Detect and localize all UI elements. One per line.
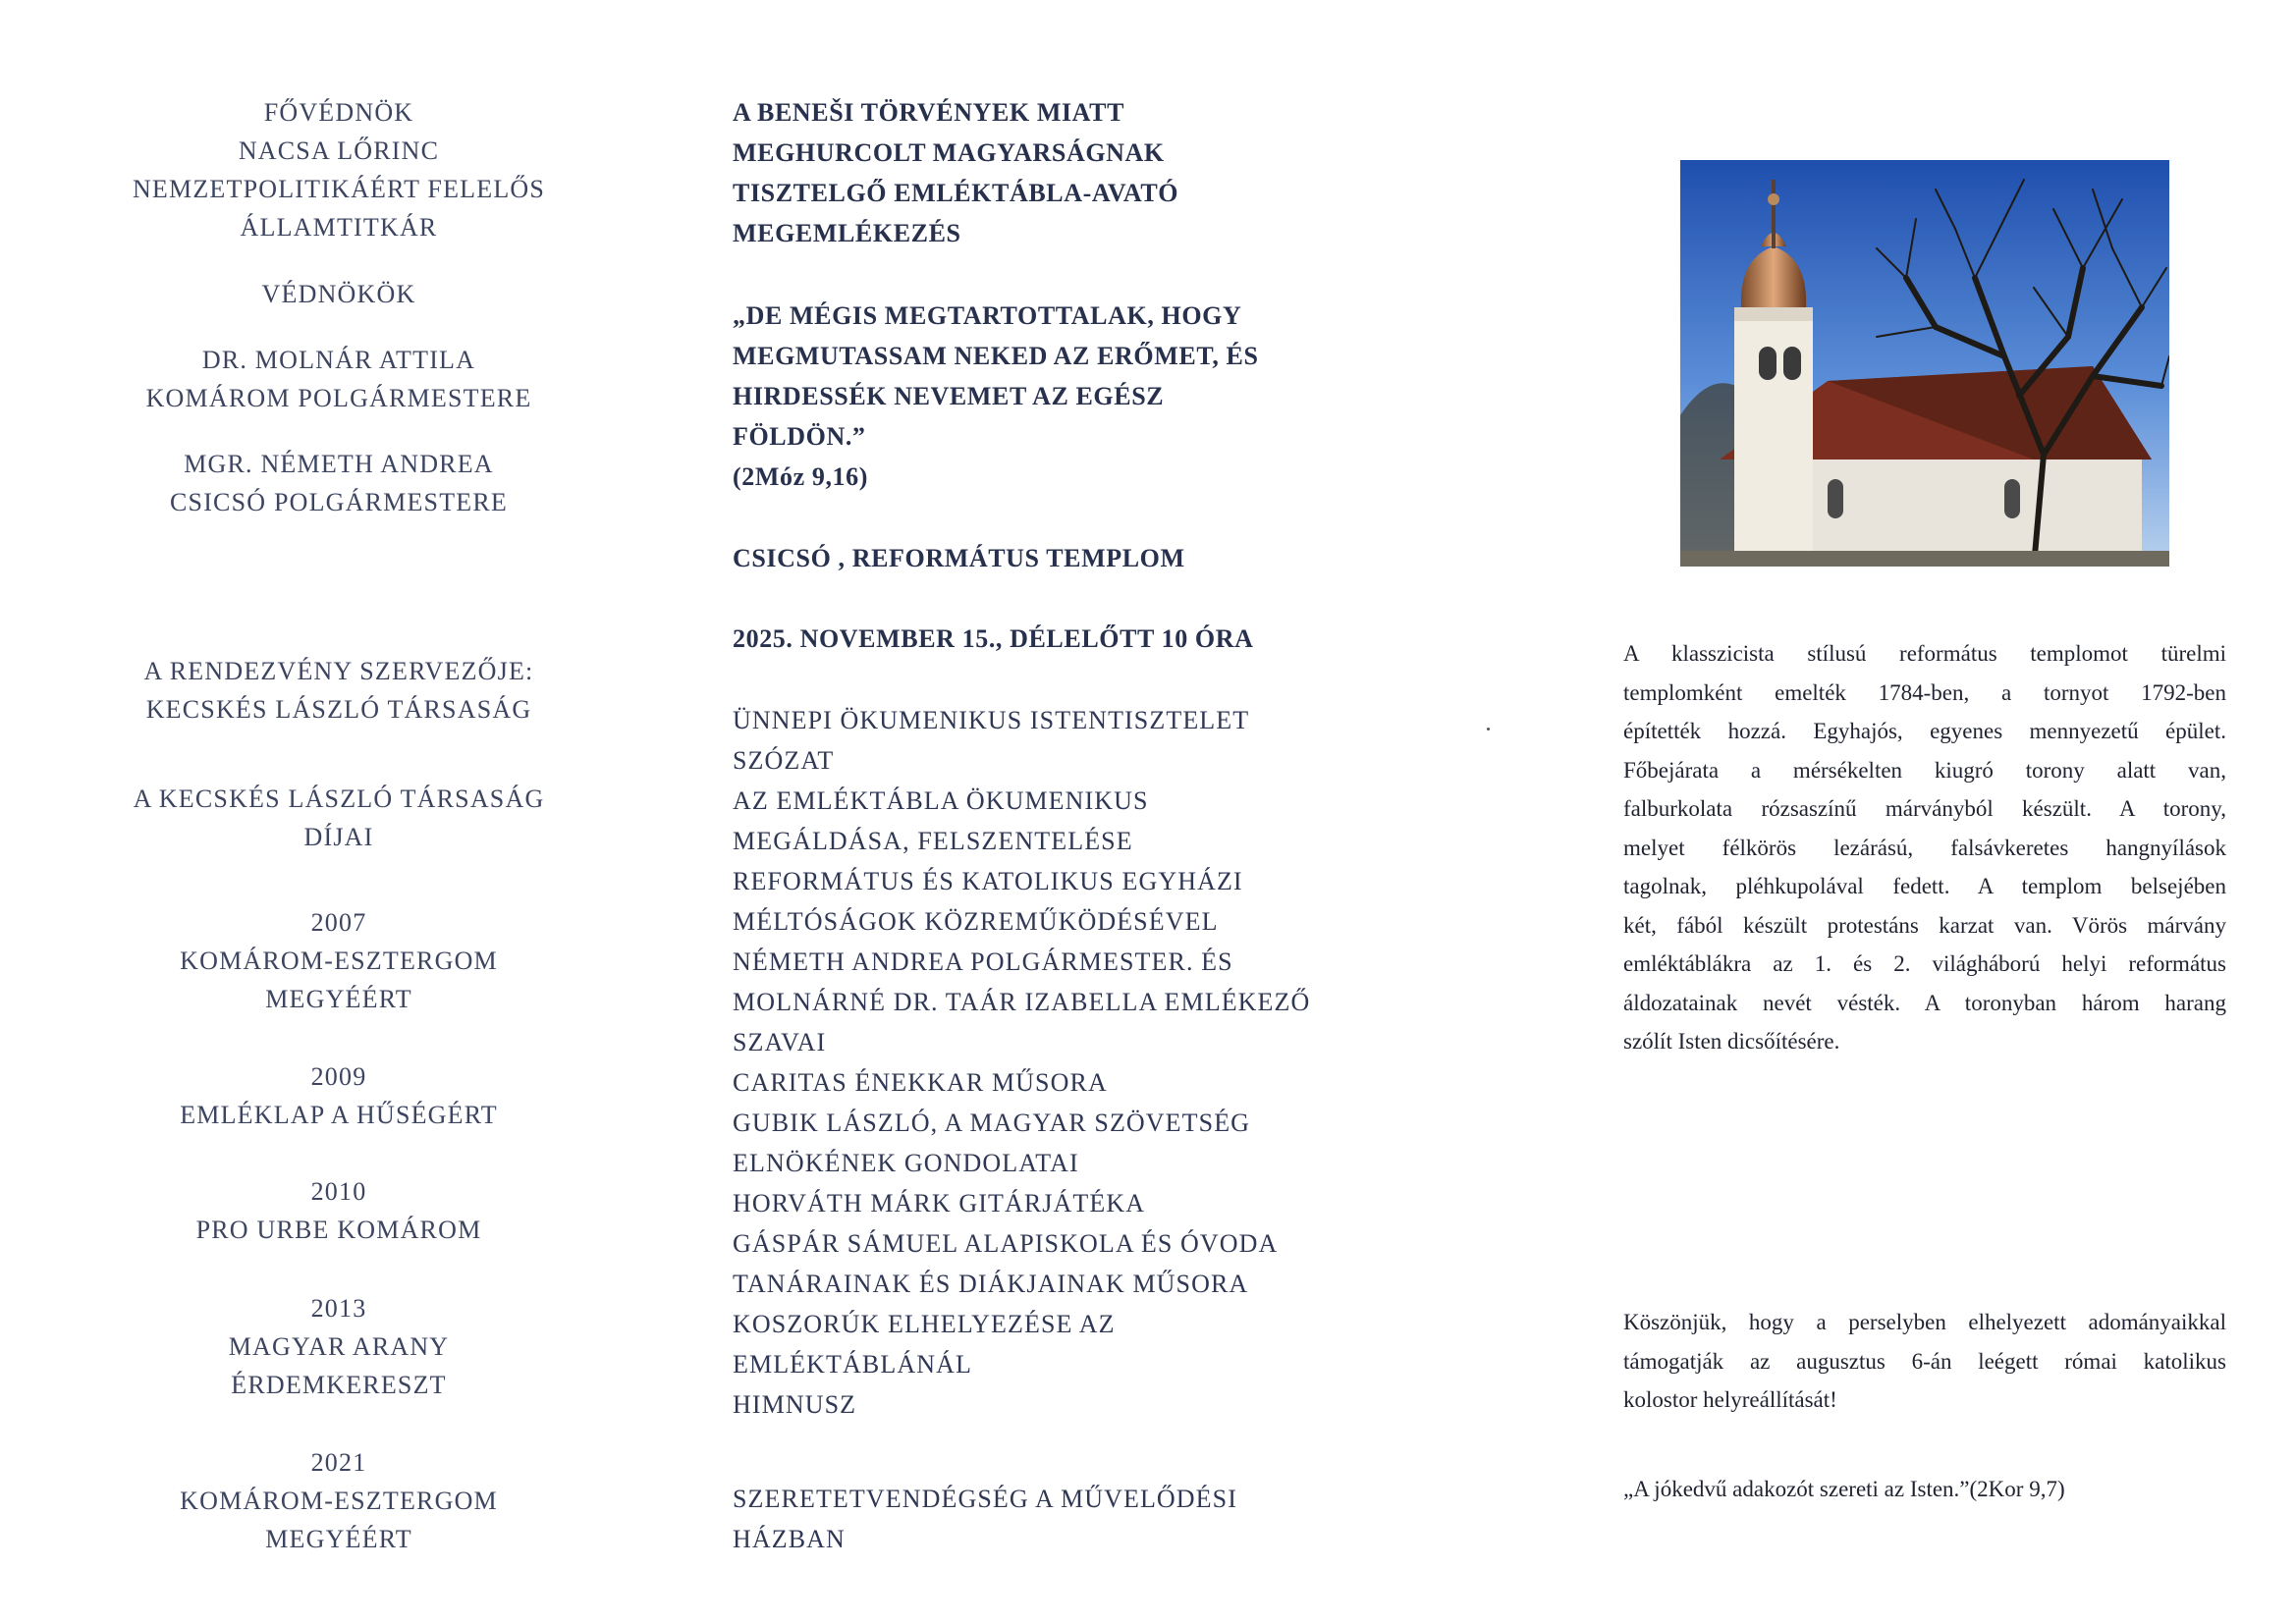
event-title	[733, 92, 1341, 253]
thanks-line: Köszönjük, hogy a perselyben elhelyezett adományaikkal	[1623, 1310, 2226, 1334]
program-item: GÁSPÁR SÁMUEL ALAPISKOLA ÉS ÓVODA	[733, 1229, 1279, 1258]
motto-reference: (2Móz 9,16)	[733, 462, 868, 491]
award-name-line: MEGYÉÉRT	[265, 985, 412, 1013]
motto-line: HIRDESSÉK NEVEMET AZ EGÉSZ	[733, 382, 1165, 410]
church-description	[1623, 634, 2226, 1061]
award-name-line: KOMÁROM-ESZTERGOM	[180, 947, 498, 975]
awards-heading-line-1: A KECSKÉS LÁSZLÓ TÁRSASÁG	[133, 784, 545, 813]
main-patron-heading: FŐVÉDNÖK	[263, 98, 414, 127]
donation-thanks	[1623, 1303, 2226, 1420]
datetime-text: 2025. NOVEMBER 15., DÉLELŐTT 10 ÓRA	[733, 624, 1254, 653]
description-line: két, fából készült protestáns karzat van. Vörös márvány	[1623, 912, 2226, 938]
event-location	[733, 538, 1341, 578]
program-item: MOLNÁRNÉ DR. TAÁR IZABELLA EMLÉKEZŐ	[733, 988, 1311, 1016]
program-item: MÉLTÓSÁGOK KÖZREMŰKÖDÉSÉVEL	[733, 907, 1219, 936]
church-photo	[1680, 160, 2169, 567]
description-line: emléktáblákra az 1. és 2. világháború helyi református	[1623, 951, 2226, 976]
description-line: melyet félkörös lezárású, falsávkeretes hangnyílások	[1623, 835, 2226, 860]
award-name-line: MAGYAR ARANY	[228, 1332, 450, 1361]
patron-molnar-title: KOMÁROM POLGÁRMESTERE	[145, 384, 532, 412]
program-item: ÜNNEPI ÖKUMENIKUS ISTENTISZTELET	[733, 706, 1250, 734]
reception	[733, 1479, 1341, 1559]
program-item: GUBIK LÁSZLÓ, A MAGYAR SZÖVETSÉG	[733, 1109, 1251, 1137]
award-2009	[79, 1057, 599, 1134]
description-line: tagolnak, pléhkupolával fedett. A templom belsejében	[1623, 874, 2226, 898]
description-line: építették hozzá. Egyhajós, egyenes mennyezetű épület.	[1623, 719, 2226, 743]
award-2007	[79, 903, 599, 1018]
program-item: KOSZORÚK ELHELYEZÉSE AZ	[733, 1310, 1116, 1338]
motto-line: „DE MÉGIS MEGTARTOTTALAK, HOGY	[733, 301, 1242, 330]
award-name-line: EMLÉKLAP A HŰSÉGÉRT	[180, 1101, 498, 1129]
event-datetime	[733, 619, 1341, 659]
award-2021	[79, 1443, 599, 1558]
reception-line: SZERETETVENDÉGSÉG A MŰVELŐDÉSI	[733, 1485, 1237, 1513]
program-item: HIMNUSZ	[733, 1390, 857, 1419]
stray-dot	[1487, 728, 1490, 730]
program-item: SZAVAI	[733, 1028, 827, 1056]
description-line: áldozatainak nevét vésték. A toronyban három harang	[1623, 990, 2226, 1015]
award-year: 2007	[310, 908, 367, 937]
thanks-line: kolostor helyreállítását!	[1623, 1387, 1837, 1412]
program-item: AZ EMLÉKTÁBLA ÖKUMENIKUS	[733, 786, 1149, 815]
patron-molnar-block	[79, 341, 599, 417]
organizer-heading: A RENDEZVÉNY SZERVEZŐJE:	[143, 657, 534, 685]
description-line: szólít Isten dicsőítésére.	[1623, 1029, 1840, 1054]
award-name-line: PRO URBE KOMÁROM	[195, 1216, 482, 1244]
program-item: EMLÉKTÁBLÁNÁL	[733, 1350, 972, 1379]
patron-molnar-name: DR. MOLNÁR ATTILA	[201, 346, 476, 374]
description-line: falburkolata rózsaszínű márványból készült. A torony,	[1623, 796, 2226, 821]
motto-line: FÖLDÖN.”	[733, 422, 866, 451]
program-list	[733, 700, 1341, 1425]
program-item: ELNÖKÉNEK GONDOLATAI	[733, 1149, 1079, 1177]
award-year: 2010	[310, 1177, 367, 1206]
patron-nemeth-block	[79, 445, 599, 521]
main-patron-name: NACSA LŐRINC	[238, 136, 440, 165]
awards-heading-line-2: DÍJAI	[303, 823, 374, 851]
patron-nemeth-name: MGR. NÉMETH ANDREA	[184, 450, 494, 478]
organizer-block	[79, 652, 599, 729]
location-text: CSICSÓ , REFORMÁTUS TEMPLOM	[733, 544, 1185, 572]
organizer-name: KECSKÉS LÁSZLÓ TÁRSASÁG	[145, 695, 532, 724]
program-item: TANÁRAINAK ÉS DIÁKJAINAK MŰSORA	[733, 1270, 1249, 1298]
description-line: templomként emelték 1784-ben, a tornyot 1792-ben	[1623, 679, 2226, 705]
program-item: SZÓZAT	[733, 746, 835, 775]
award-2010	[79, 1172, 599, 1249]
event-title-line: MEGEMLÉKEZÉS	[733, 219, 961, 247]
program-item: MEGÁLDÁSA, FELSZENTELÉSE	[733, 827, 1133, 855]
program-item: REFORMÁTUS ÉS KATOLIKUS EGYHÁZI	[733, 867, 1243, 895]
program-item: HORVÁTH MÁRK GITÁRJÁTÉKA	[733, 1189, 1146, 1217]
award-2013	[79, 1289, 599, 1404]
award-name-line: KOMÁROM-ESZTERGOM	[180, 1487, 498, 1515]
award-year: 2021	[310, 1448, 367, 1477]
motto	[733, 296, 1341, 497]
awards-heading-block	[79, 780, 599, 856]
bible-quote: „A jókedvű adakozót szereti az Isten.”(2Kor 9,7)	[1623, 1477, 2065, 1501]
description-line: A klasszicista stílusú református templomot türelmi	[1623, 641, 2226, 666]
program-item: CARITAS ÉNEKKAR MŰSORA	[733, 1068, 1108, 1097]
program-item: NÉMETH ANDREA POLGÁRMESTER. ÉS	[733, 947, 1233, 976]
award-year: 2009	[310, 1062, 367, 1091]
event-title-line: MEGHURCOLT MAGYARSÁGNAK	[733, 138, 1165, 167]
award-name-line: ÉRDEMKERESZT	[231, 1371, 447, 1399]
patron-nemeth-title: CSICSÓ POLGÁRMESTERE	[170, 488, 508, 516]
patrons-heading-block	[79, 275, 599, 313]
main-patron-title-2: ÁLLAMTITKÁR	[240, 213, 438, 242]
event-title-line: TISZTELGŐ EMLÉKTÁBLA-AVATÓ	[733, 179, 1179, 207]
reception-line: HÁZBAN	[733, 1525, 846, 1553]
description-line: Főbejárata a mérsékelten kiugró torony alatt van,	[1623, 757, 2226, 783]
patrons-heading: VÉDNÖKÖK	[261, 280, 416, 308]
award-name-line: MEGYÉÉRT	[265, 1525, 412, 1553]
main-patron-title-1: NEMZETPOLITIKÁÉRT FELELŐS	[132, 175, 546, 203]
event-title-line: A BENEŠI TÖRVÉNYEK MIATT	[733, 98, 1125, 127]
motto-line: MEGMUTASSAM NEKED AZ ERŐMET, ÉS	[733, 342, 1259, 370]
main-patron-block	[79, 93, 599, 246]
award-year: 2013	[310, 1294, 367, 1323]
thanks-line: támogatják az augusztus 6-án leégett római katolikus	[1623, 1348, 2226, 1374]
